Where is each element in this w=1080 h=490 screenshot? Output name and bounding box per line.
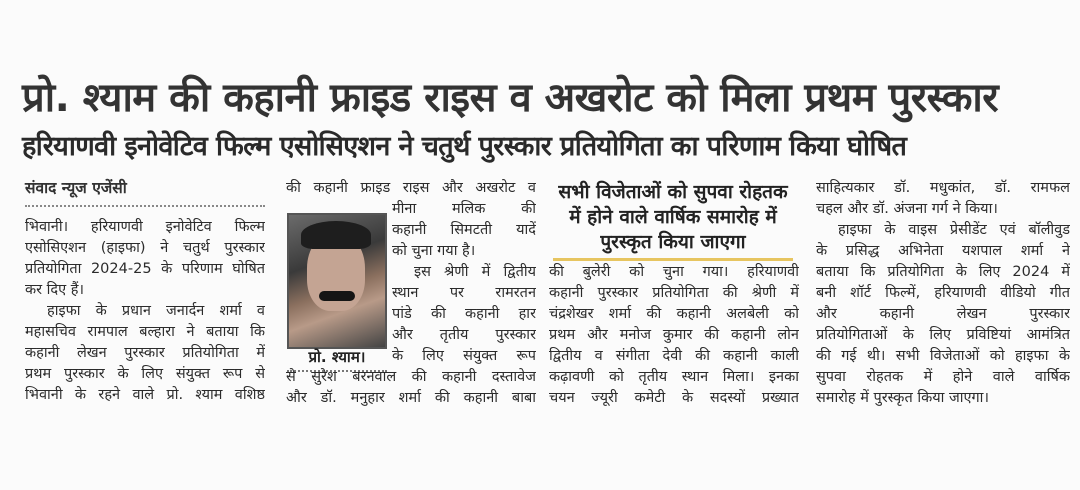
text-line: की गई थी। सभी विजेताओं को हाइफा के (816, 348, 1070, 364)
text-line: महासचिव रामपाल बल्हारा ने बताया कि (25, 324, 265, 340)
text-line: भिवानी। हरियाणवी इनोवेटिव फिल्म (25, 219, 265, 235)
text-line: हाइफा के वाइस प्रेसीडेंट एवं बॉलीवुड (838, 222, 1070, 238)
portrait-photo (287, 213, 387, 349)
text-line: प्रथम और मनोज कुमार की कहानी लोन (549, 327, 799, 343)
text-line: और तृतीय पुरस्कार (392, 327, 536, 343)
deck-line: में होने वाले वार्षिक समारोह में (569, 206, 777, 228)
text-line: कर दिए हैं। (25, 282, 84, 298)
column-1 (25, 178, 265, 406)
column-2-side (392, 199, 536, 367)
text-line: प्रतियोगिता 2024-25 के परिणाम घोषित (25, 261, 265, 277)
text-line: हाइफा के प्रधान जनार्दन शर्मा व (47, 303, 265, 319)
text-line: बनी शॉर्ट फिल्में, हरियाणवी वीडियो गीत (816, 285, 1070, 301)
text-line: के प्रसिद्ध अभिनेता यशपाल शर्मा ने (816, 243, 1070, 259)
column-2-top (286, 178, 536, 199)
text-line: सुपवा रोहतक में होने वाले वार्षिक (816, 369, 1070, 385)
deck-line: पुरस्कृत किया जाएगा (600, 231, 746, 253)
mustache-shape (319, 291, 355, 301)
hair-shape (301, 221, 371, 249)
text-line: पांडे की कहानी हार (392, 306, 536, 322)
text-line: कहानी लेखन पुरस्कार प्रतियोगिता में (25, 345, 265, 361)
text-line: भिवानी के रहने वाले प्रो. श्याम वशिष्ठ (25, 387, 265, 403)
text-line: प्रतियोगिताओं के लिए प्रविष्टियां आमंत्रित (816, 327, 1070, 343)
deck-headline (548, 180, 798, 255)
text-line: मीना मलिक की (392, 201, 536, 217)
text-line: कहानी पुरस्कार प्रतियोगिता की श्रेणी में (549, 285, 799, 301)
text-line: चंद्रशेखर शर्मा की कहानी अलबेली को (549, 306, 799, 322)
text-line: प्रथम पुरस्कार के लिए संयुक्त रूप से (25, 366, 265, 382)
text-line: चयन ज्यूरी कमेटी के सदस्यों प्रख्यात (549, 390, 799, 406)
column-4 (816, 178, 1070, 409)
text-line: बताया कि प्रतियोगिता के लिए 2024 में (816, 264, 1070, 280)
text-line: को चुना गया है। (392, 243, 476, 259)
text-line: कढ़ावणी को तृतीय स्थान मिला। इनका (549, 369, 799, 385)
deck-divider (553, 258, 793, 261)
subheadline: हरियाणवी इनोवेटिव फिल्म एसोसिएशन ने चतुर्थ पुरस्कार प्रतियोगिता का परिणाम किया घोषित (22, 131, 907, 162)
text-line: समारोह में पुरस्कृत किया जाएगा। (816, 390, 989, 406)
text-line: की बुलेरी को चुना गया। हरियाणवी (549, 264, 799, 280)
column-2-bottom (286, 367, 536, 409)
deck-line: सभी विजेताओं को सुपवा रोहतक (558, 181, 788, 203)
byline: संवाद न्यूज एजेंसी (25, 178, 265, 207)
text-line: द्वितीय व संगीता देवी की कहानी काली (549, 348, 799, 364)
headline: प्रो. श्याम की कहानी फ्राइड राइस व अखरोट को मिला प्रथम पुरस्कार (22, 75, 999, 121)
photo-caption: प्रो. श्याम। (287, 347, 387, 372)
text-line: साहित्यकार डॉ. मधुकांत, डॉ. रामफल (816, 180, 1070, 196)
text-line: चहल और डॉ. अंजना गर्ग ने किया। (816, 201, 998, 217)
text-line: और डॉ. मनुहार शर्मा की कहानी बाबा (286, 390, 536, 406)
text-line: की कहानी फ्राइड राइस और अखरोट व (286, 180, 536, 196)
text-line: और कहानी लेखन पुरस्कार (816, 306, 1070, 322)
text-line: से सुरेश बरनवाल की कहानी दस्तावेज (286, 369, 536, 385)
text-line: एसोसिएशन (हाइफा) ने चतुर्थ पुरस्कार (25, 240, 265, 256)
text-line: के लिए संयुक्त रूप (392, 348, 536, 364)
text-line: इस श्रेणी में द्वितीय (414, 264, 536, 280)
text-line: कहानी सिमटती यादें (392, 222, 536, 238)
text-line: स्थान पर रामरतन (392, 285, 536, 301)
column-3 (549, 262, 799, 409)
